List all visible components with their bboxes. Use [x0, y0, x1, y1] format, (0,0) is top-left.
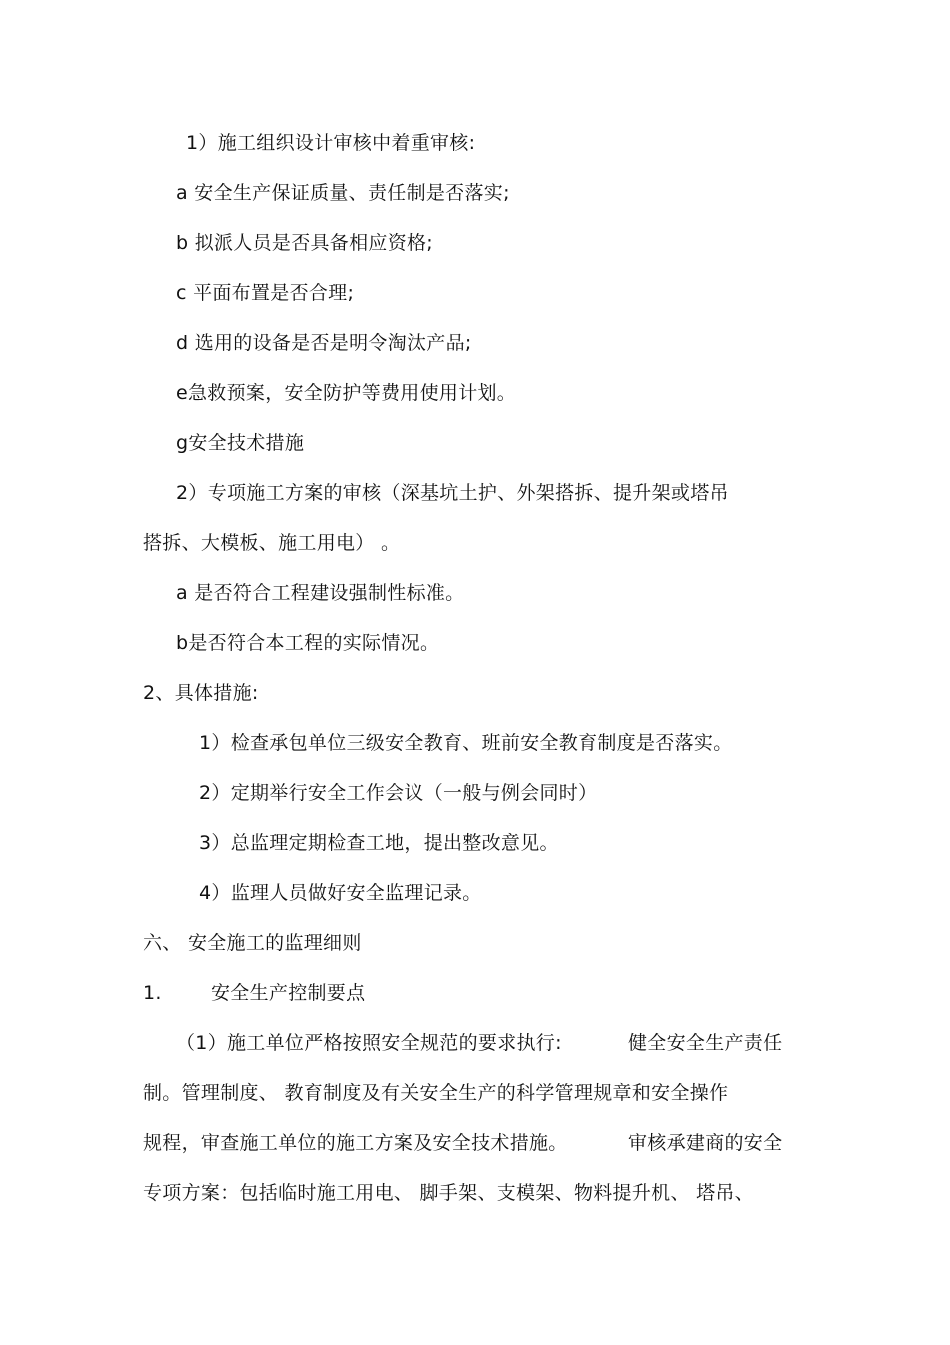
text-line: c 平面布置是否合理;: [176, 282, 355, 304]
text-line: a 是否符合工程建设强制性标准。: [176, 582, 465, 604]
text-line: 2）定期举行安全工作会议（一般与例会同时）: [199, 782, 598, 804]
subsection-number: 1.: [143, 982, 162, 1004]
text-line: 搭拆、大模板、施工用电） 。: [143, 532, 401, 554]
text-line: b是否符合本工程的实际情况。: [176, 632, 440, 654]
paragraph-line: （1）施工单位严格按照安全规范的要求执行:: [176, 1032, 562, 1054]
text-line: 4）监理人员做好安全监理记录。: [199, 882, 482, 904]
text-line: g安全技术措施: [176, 432, 305, 454]
text-line: d 选用的设备是否是明令淘汰产品;: [176, 332, 472, 354]
text-line: e急救预案，安全防护等费用使用计划。: [176, 382, 517, 404]
paragraph-line: 审核承建商的安全: [628, 1132, 783, 1154]
text-line: 1）施工组织设计审核中着重审核:: [186, 132, 476, 154]
text-line: 3）总监理定期检查工地，提出整改意见。: [199, 832, 559, 854]
paragraph-line: 健全安全生产责任: [628, 1032, 783, 1054]
paragraph-line: 规程，审查施工单位的施工方案及安全技术措施。: [143, 1132, 568, 1154]
text-line: 1）检查承包单位三级安全教育、班前安全教育制度是否落实。: [199, 732, 733, 754]
subsection-title: 安全生产控制要点: [211, 982, 366, 1004]
section-heading: 六、 安全施工的监理细则: [143, 932, 362, 954]
text-line: 2）专项施工方案的审核（深基坑土护、外架搭拆、提升架或塔吊: [176, 482, 729, 504]
paragraph-line: 制。管理制度、 教育制度及有关安全生产的科学管理规章和安全操作: [143, 1082, 729, 1104]
section-heading: 2、具体措施:: [143, 682, 259, 704]
paragraph-line: 专项方案：包括临时施工用电、 脚手架、支模架、物料提升机、 塔吊、: [143, 1182, 754, 1204]
text-line: a 安全生产保证质量、责任制是否落实;: [176, 182, 510, 204]
text-line: b 拟派人员是否具备相应资格;: [176, 232, 434, 254]
